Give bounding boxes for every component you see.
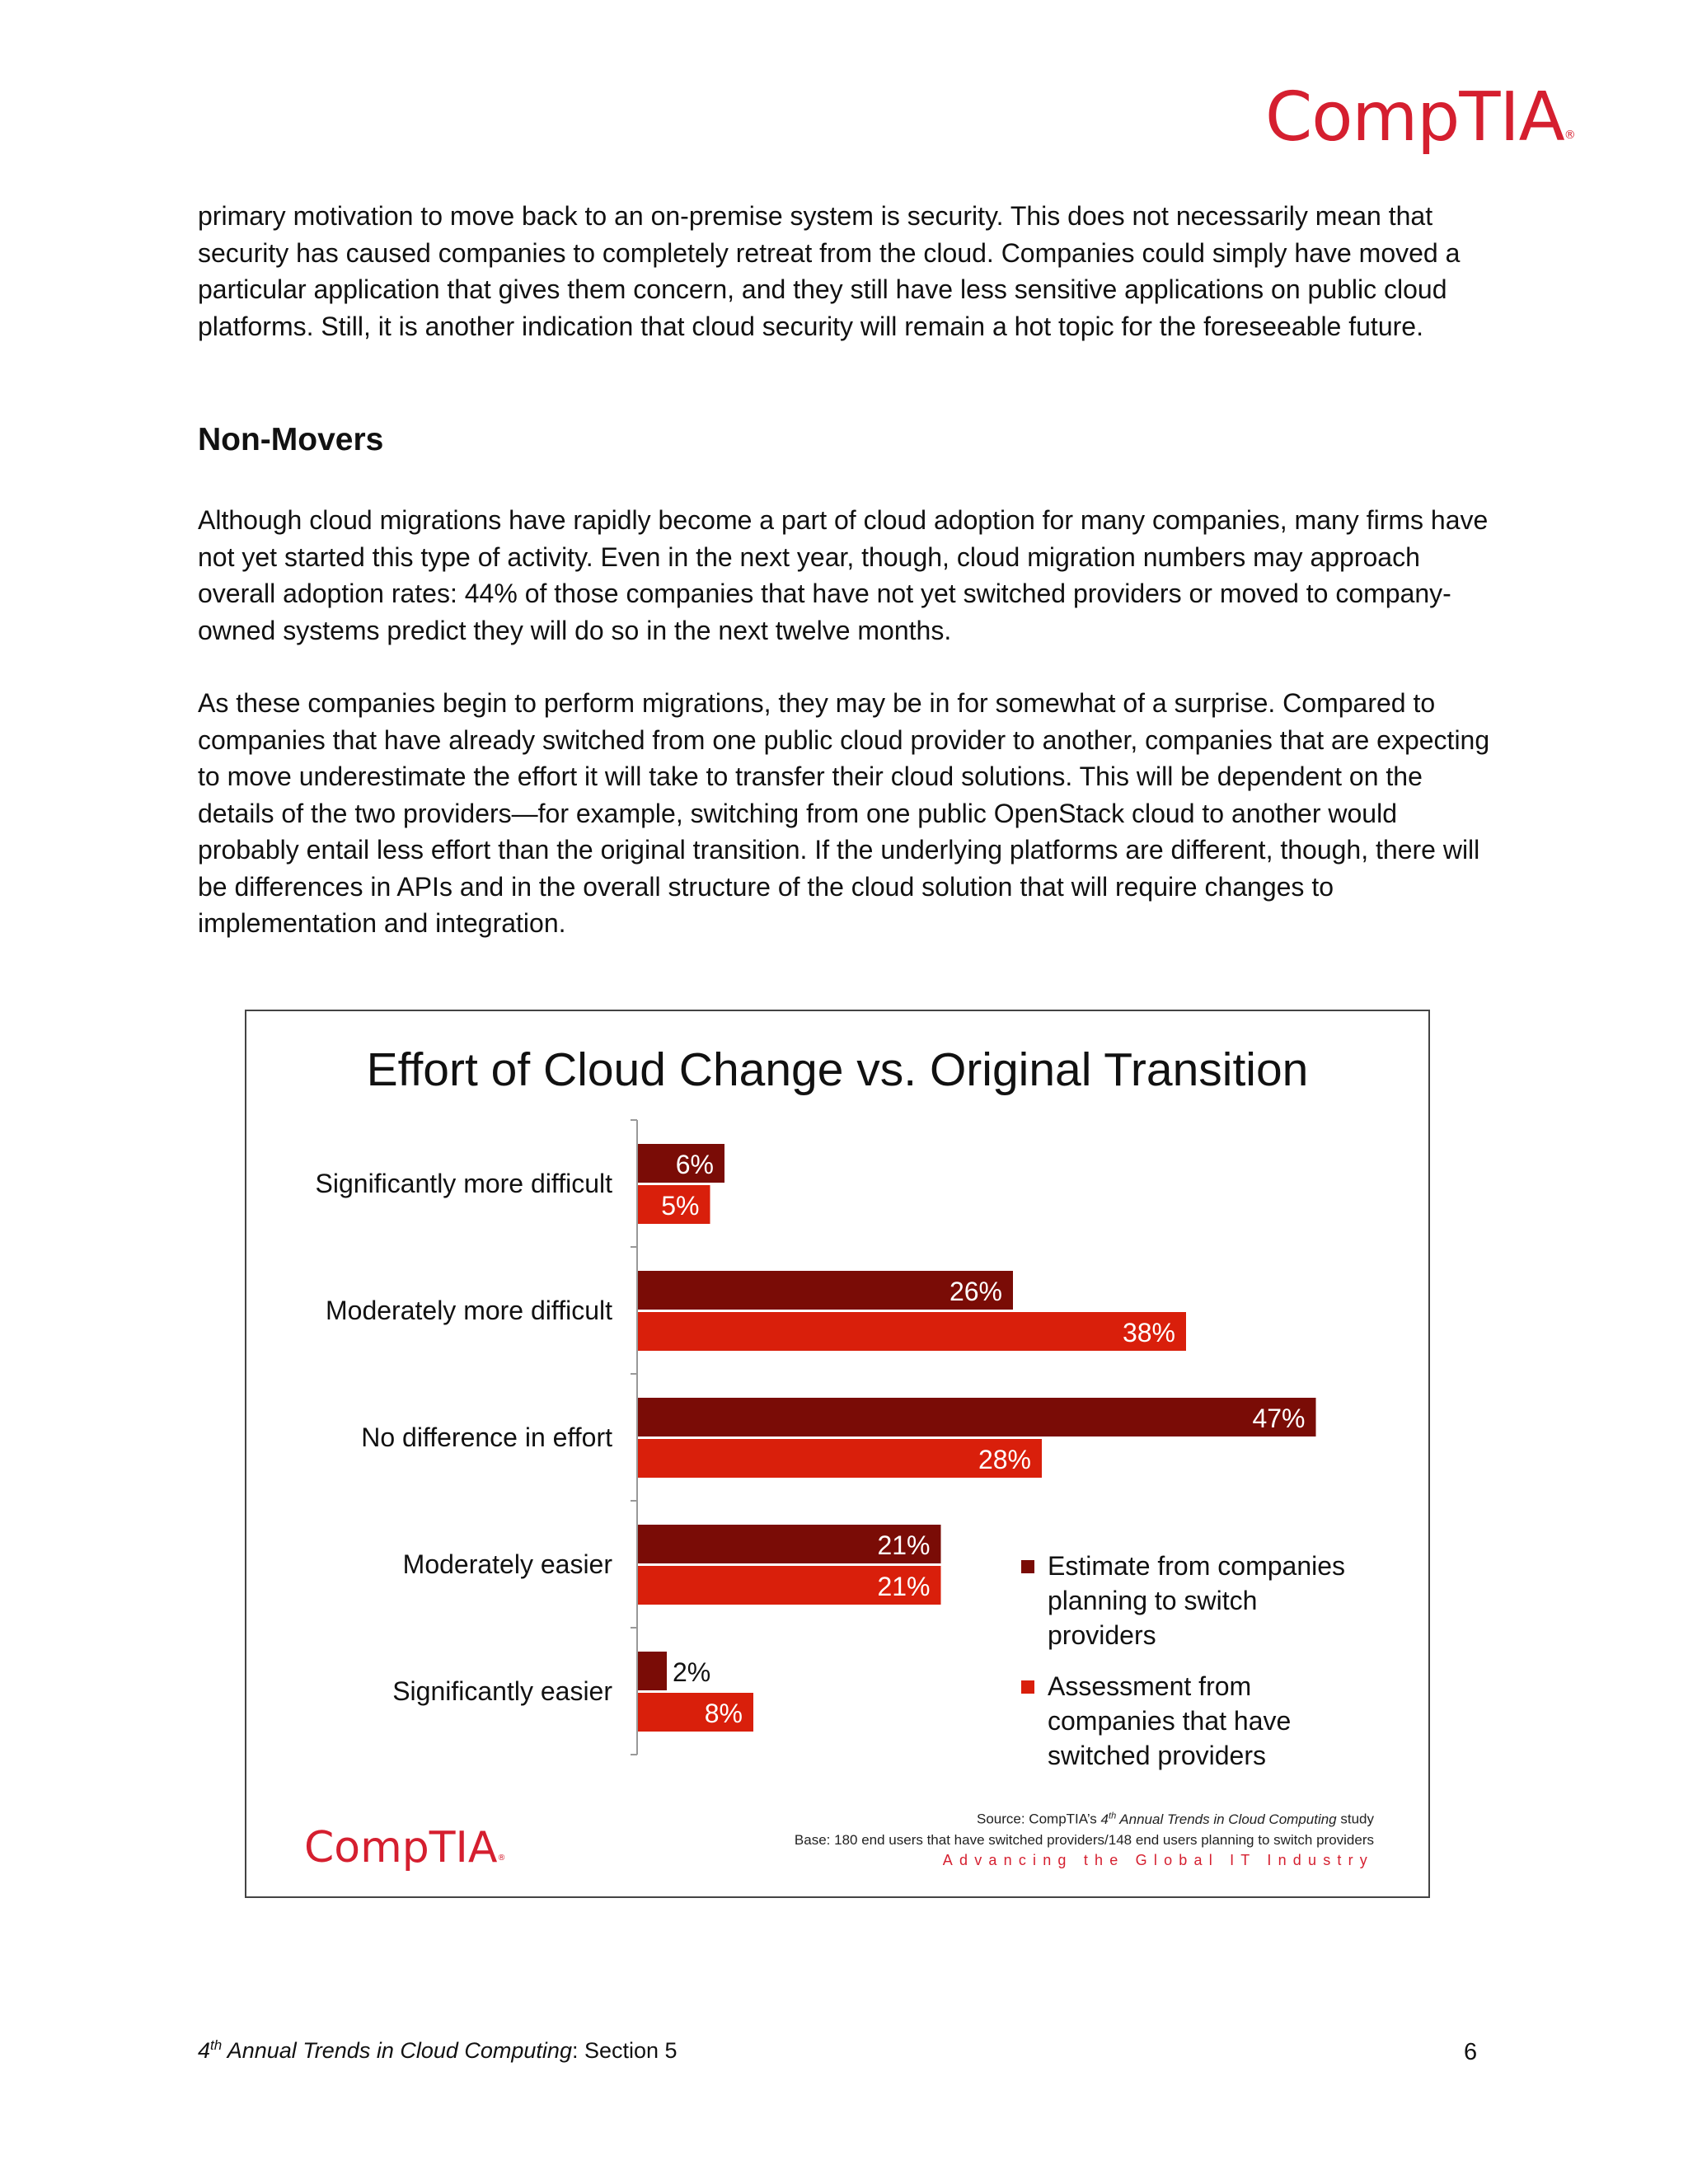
tagline: Advancing the Global IT Industry xyxy=(942,1852,1374,1868)
source-line: Source: CompTIA’s 4th Annual Trends in Cloud Computing study xyxy=(977,1811,1374,1827)
comptia-logo: CompTIA® xyxy=(1265,78,1575,157)
page-footer-title: 4th Annual Trends in Cloud Computing: Section 5 xyxy=(198,2037,678,2063)
bar-estimate xyxy=(638,1398,1316,1436)
data-label: 21% xyxy=(877,1530,931,1560)
chart-source xyxy=(795,1806,1374,1850)
paragraph-2: Although cloud migrations have rapidly become a part of cloud adoption for many companies, many firms have not yet started this type of activity. Even in the next year, though, cloud migration numbers may approach overall adoption rates: 44% of those companies that have not yet switched providers or moved to company-owned systems predict they will do so in the next twelve months. xyxy=(198,505,1489,645)
data-label: 47% xyxy=(1252,1404,1306,1433)
legend-swatch xyxy=(1021,1680,1034,1694)
legend-label: companies that have xyxy=(1048,1706,1292,1736)
legend-label: providers xyxy=(1048,1620,1156,1650)
paragraph-3: As these companies begin to perform migrations, they may be in for somewhat of a surprise. Compared to companies that have already switched from one public cloud provider to another, companies that are expecting to move underestimate the effort it will take to transfer their cloud solutions. This will be dependent on the details of the two providers—for example, switching from one public OpenStack cloud to another would probably entail less effort than the original transition. If the underlying platforms are different, though, there will be differences in APIs and in the overall structure of the cloud solution that will require changes to implementation and integration. xyxy=(198,688,1490,938)
category-label: Significantly easier xyxy=(392,1676,612,1706)
legend-label: planning to switch xyxy=(1048,1586,1258,1615)
chart-frame xyxy=(245,1010,1430,1898)
data-label: 2% xyxy=(673,1657,711,1687)
base-line: Base: 180 end users that have switched providers/148 end users planning to switch providers xyxy=(794,1831,1374,1848)
bar-assessment xyxy=(638,1312,1186,1351)
legend-label: switched providers xyxy=(1048,1741,1266,1770)
category-label: No difference in effort xyxy=(361,1422,612,1452)
chart-title: Effort of Cloud Change vs. Original Transition xyxy=(366,1043,1309,1096)
data-label: 5% xyxy=(661,1191,700,1221)
page-number: 6 xyxy=(1464,2039,1478,2065)
legend-label: Assessment from xyxy=(1048,1671,1252,1701)
data-label: 6% xyxy=(675,1150,714,1179)
data-label: 26% xyxy=(949,1277,1002,1306)
data-label: 8% xyxy=(704,1699,743,1728)
bar-estimate xyxy=(638,1652,667,1690)
bar-chart xyxy=(246,1011,1428,1896)
category-label: Moderately easier xyxy=(402,1549,612,1579)
category-label: Significantly more difficult xyxy=(315,1169,612,1198)
legend-swatch xyxy=(1021,1560,1034,1573)
category-label: Moderately more difficult xyxy=(326,1296,612,1325)
section-heading: Non-Movers xyxy=(198,422,384,457)
data-label: 28% xyxy=(978,1445,1031,1474)
chart-comptia-logo: CompTIA® xyxy=(304,1823,506,1872)
data-label: 21% xyxy=(877,1572,931,1601)
data-label: 38% xyxy=(1122,1318,1175,1347)
legend-label: Estimate from companies xyxy=(1048,1551,1346,1581)
paragraph-1: primary motivation to move back to an on-premise system is security. This does not necessarily mean that security has caused companies to completely retreat from the cloud. Companies could simply have moved a particular application that gives them concern, and they still have less sensitive applications on public cloud platforms. Still, it is another indication that cloud security will remain a hot topic for the foreseeable future. xyxy=(198,201,1461,341)
